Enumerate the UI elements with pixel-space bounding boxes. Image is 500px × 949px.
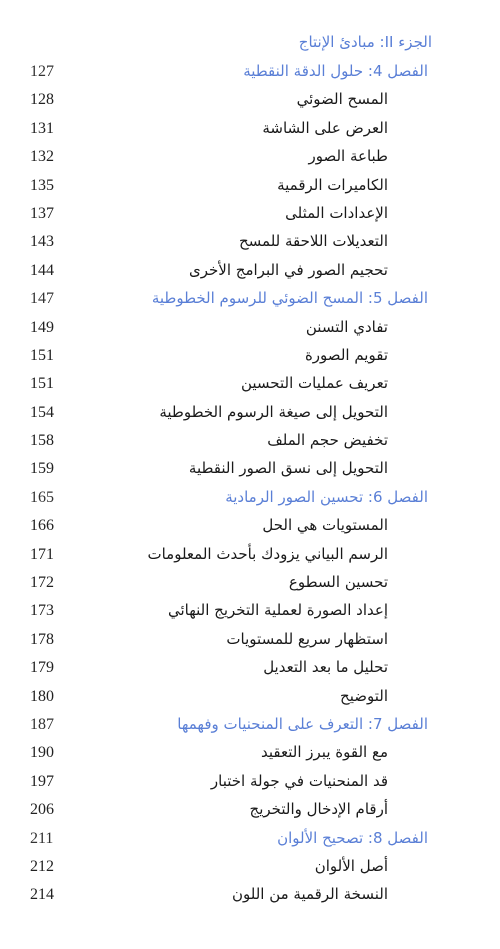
toc-page-number: 158 — [30, 432, 54, 450]
toc-entry-title: العرض على الشاشة — [262, 118, 388, 137]
toc-page-number: 132 — [30, 148, 54, 166]
toc-entry-title: التوضيح — [340, 686, 388, 705]
toc-entry-title: المسح الضوئي — [296, 90, 388, 109]
toc-entry-row — [0, 144, 500, 172]
toc-chapter-title: الفصل 4: حلول الدقة النقطية — [243, 62, 428, 80]
toc-entry-row — [0, 229, 500, 257]
toc-page-number: 151 — [30, 346, 54, 364]
toc-page-number: 127 — [30, 63, 54, 80]
toc-page-number: 179 — [30, 659, 54, 677]
toc-entry-title: التحويل إلى صيغة الرسوم الخطوطية — [159, 402, 388, 421]
toc-page-number: 172 — [30, 574, 54, 592]
toc-entry-row — [0, 258, 500, 286]
toc-list — [0, 59, 500, 911]
toc-entry-title: تحليل ما بعد التعديل — [263, 658, 388, 677]
toc-entry-row — [0, 854, 500, 882]
toc-page-number: 180 — [30, 687, 54, 705]
toc-page-number: 131 — [30, 119, 54, 137]
toc-entry-row — [0, 315, 500, 343]
toc-entry-row — [0, 428, 500, 456]
part-title: الجزء II: مبادئ الإنتاج — [298, 33, 432, 51]
toc-entry-row — [0, 343, 500, 371]
toc-page-number: 149 — [30, 318, 54, 336]
toc-chapter-title: الفصل 5: المسح الضوئي للرسوم الخطوطية — [151, 289, 428, 308]
toc-page-number: 206 — [30, 801, 54, 819]
toc-entry-row — [0, 201, 500, 229]
toc-entry-title: أصل الألوان — [314, 856, 388, 875]
toc-page-number: 173 — [30, 602, 54, 620]
toc-entry-title: التحويل إلى نسق الصور النقطية — [188, 459, 388, 478]
toc-chapter-row — [0, 826, 500, 854]
toc-entry-row — [0, 513, 500, 541]
toc-entry-row — [0, 598, 500, 626]
toc-entry-row — [0, 87, 500, 115]
toc-entry-title: التعديلات اللاحقة للمسح — [238, 232, 388, 251]
toc-page-number: 165 — [30, 488, 54, 506]
toc-entry-title: طباعة الصور — [308, 147, 388, 166]
toc-chapter-row — [0, 286, 500, 314]
toc-chapter-title: الفصل 7: التعرف على المنحنيات وفهمها — [177, 714, 428, 733]
toc-entry-title: تفادي التسنن — [305, 317, 388, 336]
toc-page-number: 128 — [30, 91, 54, 109]
toc-entry-title: استظهار سريع للمستويات — [226, 629, 388, 648]
toc-page-number: 212 — [30, 857, 54, 875]
toc-page-number: 178 — [30, 630, 54, 648]
toc-page-number: 197 — [30, 772, 54, 790]
toc-chapter-row — [0, 485, 500, 513]
toc-entry-row — [0, 740, 500, 768]
toc-entry-row — [0, 627, 500, 655]
toc-page-number: 151 — [30, 375, 54, 393]
toc-entry-title: تحسين السطوع — [288, 573, 388, 592]
toc-page-number: 143 — [30, 233, 54, 251]
toc-page-number: 137 — [30, 204, 54, 222]
toc-chapter-title: الفصل 8: تصحيح الألوان — [277, 828, 428, 847]
toc-entry-row — [0, 797, 500, 825]
toc-entry-title: الرسم البياني يزودك بأحدث المعلومات — [147, 544, 388, 563]
toc-entry-title: مع القوة يبرز التعقيد — [261, 743, 388, 762]
toc-entry-row — [0, 173, 500, 201]
toc-entry-title: تعريف عمليات التحسين — [240, 374, 388, 393]
toc-entry-row — [0, 882, 500, 910]
toc-page-number: 187 — [30, 715, 54, 733]
toc-entry-row — [0, 570, 500, 598]
toc-chapter-row — [0, 712, 500, 740]
toc-page-number: 214 — [30, 886, 54, 904]
toc-page-number: 171 — [30, 545, 54, 563]
toc-entry-title: النسخة الرقمية من اللون — [231, 885, 388, 904]
toc-entry-row — [0, 400, 500, 428]
toc-page-number: 166 — [30, 517, 54, 535]
toc-entry-title: قد المنحنيات في جولة اختبار — [210, 771, 388, 790]
toc-entry-title: تخفيض حجم الملف — [267, 431, 388, 450]
toc-page-number: 159 — [30, 460, 54, 478]
toc-chapter-row — [0, 59, 500, 87]
toc-page-number: 190 — [30, 744, 54, 762]
toc-entry-row — [0, 456, 500, 484]
toc-entry-row — [0, 371, 500, 399]
toc-entry-row — [0, 769, 500, 797]
toc-page-number: 135 — [30, 176, 54, 194]
toc-entry-row — [0, 684, 500, 712]
toc-entry-title: إعداد الصورة لعملية التخريج النهائي — [167, 601, 388, 620]
toc-entry-row — [0, 655, 500, 683]
toc-page-number: 211 — [30, 829, 54, 847]
toc-entry-title: تحجيم الصور في البرامج الأخرى — [189, 260, 388, 279]
toc-page-number: 144 — [30, 261, 54, 279]
toc-chapter-title: الفصل 6: تحسين الصور الرمادية — [225, 487, 428, 506]
toc-entry-title: الكاميرات الرقمية — [277, 175, 388, 194]
toc-entry-row — [0, 116, 500, 144]
toc-entry-title: أرقام الإدخال والتخريج — [249, 800, 388, 819]
toc-entry-title: تقويم الصورة — [304, 345, 388, 364]
toc-entry-title: المستويات هي الحل — [262, 516, 388, 535]
toc-page-number: 147 — [30, 290, 54, 308]
toc-entry-row — [0, 542, 500, 570]
toc-page-number: 154 — [30, 403, 54, 421]
toc-entry-title: الإعدادات المثلى — [285, 203, 388, 222]
